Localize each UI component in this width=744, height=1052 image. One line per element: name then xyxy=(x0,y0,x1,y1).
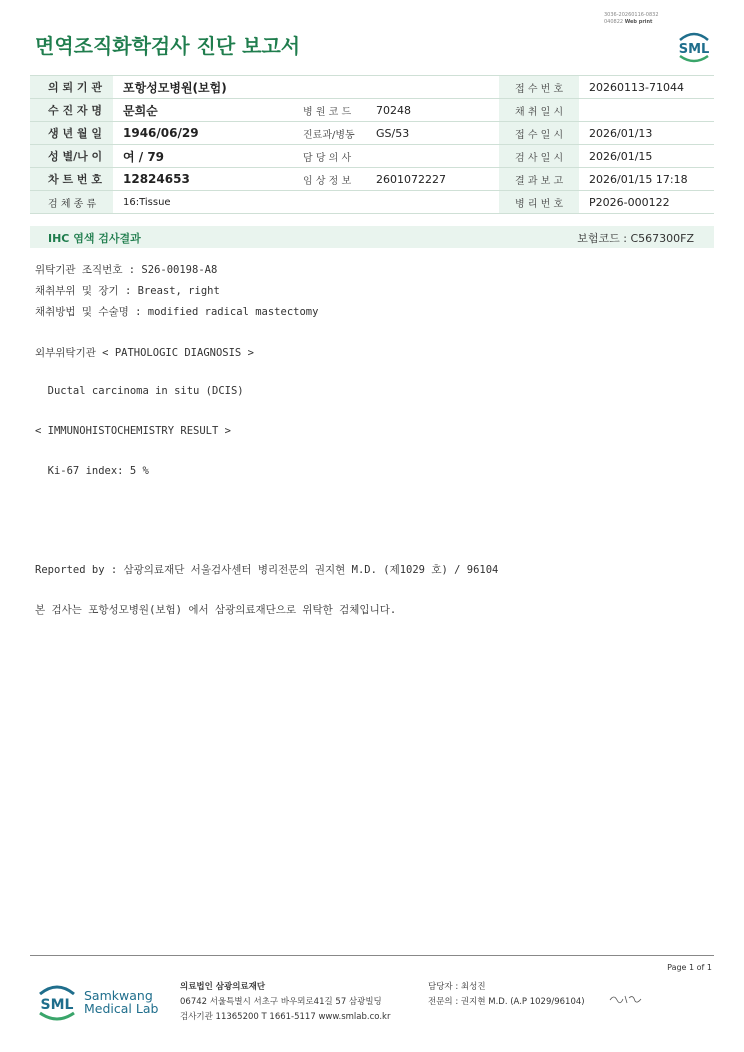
clinical-label: 임 상 정 보 xyxy=(281,168,366,191)
collect-date-label: 채 취 일 시 xyxy=(499,99,579,122)
report-line-site: 채취부위 및 장기 : Breast, right xyxy=(35,285,220,297)
org-address: 06742 서울특별시 서초구 바우뫼로41길 57 삼광빌딩 xyxy=(180,997,382,1007)
birth-value: 1946/06/29 xyxy=(113,122,281,145)
footer-brand xyxy=(84,989,158,1015)
exam-date-value: 2026/01/15 xyxy=(579,145,714,168)
sml-logo-text: SML xyxy=(678,42,710,57)
receipt-no-label: 접 수 번 호 xyxy=(499,76,579,99)
dept-label: 진료과/병동 xyxy=(281,122,366,145)
report-line-diagnosis-header: 외부위탁기관 < PATHOLOGIC DIAGNOSIS > xyxy=(35,347,254,359)
birth-label: 생 년 월 일 xyxy=(30,122,113,145)
org-contact: 검사기관 11365200 T 1661-5117 www.smlab.co.kr xyxy=(180,1012,391,1022)
ihc-section-header xyxy=(30,226,714,248)
sex-age-label: 성 별/나 이 xyxy=(30,145,113,168)
report-line-ki67: Ki-67 index: 5 % xyxy=(35,465,149,477)
specimen-value: 16:Tissue xyxy=(113,191,499,214)
web-print-label: Web print xyxy=(624,19,653,25)
org-name: 의료법인 삼광의료재단 xyxy=(180,982,266,992)
patient-label: 수 진 자 명 xyxy=(30,99,113,122)
footer-divider xyxy=(30,955,714,956)
report-line-consignment: 본 검사는 포항성모병원(보험) 에서 삼광의료재단으로 위탁한 검체입니다. xyxy=(35,604,397,616)
report-title: 면역조직화학검사 진단 보고서 xyxy=(35,34,301,58)
section-title: IHC 염색 검사결과 xyxy=(48,232,141,245)
print-code-line2 xyxy=(604,19,659,26)
manager-name: 담당자 : 최성진 xyxy=(428,982,486,992)
specimen-label: 검 체 종 류 xyxy=(30,191,113,214)
report-line-specimen-id: 위탁기관 조직번호 : S26-00198-A8 xyxy=(35,264,218,276)
page-number: Page 1 of 1 xyxy=(667,963,712,972)
collect-date-value xyxy=(579,99,714,122)
brand-line2: Medical Lab xyxy=(84,1001,159,1016)
table-row xyxy=(30,145,714,168)
footer-staff-info xyxy=(428,980,585,1010)
receipt-date-label: 접 수 일 시 xyxy=(499,122,579,145)
patient-value: 문희순 xyxy=(113,99,281,122)
receipt-no-value: 20260113-71044 xyxy=(579,76,714,99)
report-line-ihc-header: < IMMUNOHISTOCHEMISTRY RESULT > xyxy=(35,425,231,437)
pathology-no-value: P2026-000122 xyxy=(579,191,714,214)
doctor-value xyxy=(366,145,499,168)
sml-footer-logo-icon xyxy=(36,980,78,1024)
table-row xyxy=(30,76,714,99)
patient-info-table xyxy=(30,75,714,214)
sex-age-value: 여 / 79 xyxy=(113,145,281,168)
exam-date-label: 검 사 일 시 xyxy=(499,145,579,168)
table-row xyxy=(30,191,714,214)
sml-footer-logo-text: SML xyxy=(40,997,74,1013)
print-code-number: 040822 xyxy=(604,19,624,25)
insurance-code: 보험코드 : C567300FZ xyxy=(577,232,694,245)
signature-icon xyxy=(608,990,644,1008)
result-date-label: 결 과 보 고 xyxy=(499,168,579,191)
chart-no-label: 차 트 번 호 xyxy=(30,168,113,191)
request-org-label: 의 뢰 기 관 xyxy=(30,76,113,99)
hospital-code-value: 70248 xyxy=(366,99,499,122)
footer-org-info xyxy=(180,980,390,1025)
brand-line1: Samkwang xyxy=(84,988,153,1003)
dept-value: GS/53 xyxy=(366,122,499,145)
hospital-code-label: 병 원 코 드 xyxy=(281,99,366,122)
print-code-line1: 3036-20260116-0832 xyxy=(604,12,659,18)
table-row xyxy=(30,168,714,191)
result-date-value: 2026/01/15 17:18 xyxy=(579,168,714,191)
chart-no-value: 12824653 xyxy=(113,168,281,191)
request-org-value: 포항성모병원(보험) xyxy=(113,76,499,99)
clinical-value: 2601072227 xyxy=(366,168,499,191)
table-row xyxy=(30,99,714,122)
specialist-name: 전문의 : 권지현 M.D. (A.P 1029/96104) xyxy=(428,997,585,1007)
report-line-diagnosis: Ductal carcinoma in situ (DCIS) xyxy=(35,385,244,397)
print-code xyxy=(604,12,659,26)
table-row xyxy=(30,122,714,145)
report-line-procedure: 채취방법 및 수술명 : modified radical mastectomy xyxy=(35,306,319,318)
pathology-no-label: 병 리 번 호 xyxy=(499,191,579,214)
doctor-label: 담 당 의 사 xyxy=(281,145,366,168)
receipt-date-value: 2026/01/13 xyxy=(579,122,714,145)
report-line-reported-by: Reported by : 삼광의료재단 서울검사센터 병리전문의 권지현 M.D. (제1029 호) / 96104 xyxy=(35,564,499,576)
sml-logo-icon xyxy=(674,26,714,66)
